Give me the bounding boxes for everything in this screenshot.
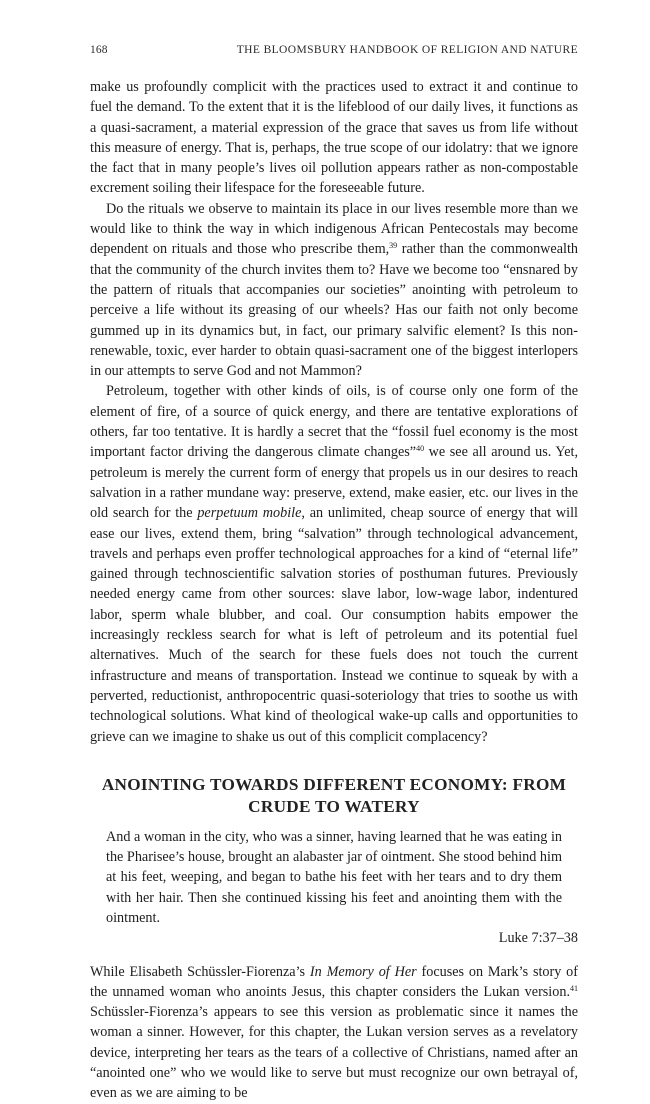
p4-italic-title: In Memory of Her [309,963,417,980]
book-page [90,44,578,1104]
p4-text-c: Schüssler-Fiorenza’s appears to see this version as problematic since it names the woman a sinner. However, for this chapter, the Lukan version serves as a revelatory device, interpreting her tears as the tears of a collective of Christians, named after an “anointed one” who we would like to serve but must recognize our own betrayal of, even as we are aiming to be [90,1004,578,1102]
epigraph-quote: And a woman in the city, who was a sinner, having learned that he was eating in the Pharisee’s house, brought an alabaster jar of ointment. She stood behind him at his feet, weeping, and began to bathe his feet with her tears and to dry them with her hair. Then she continued kissing his feet and anointing them with the ointment. [106,828,562,926]
footnote-ref-41: 41 [570,983,578,993]
p3-text-b: we see all around us. Yet, petroleum is merely the current form of energy that propels us in our desires to reach salvation in a rather mundane way: preserve, extend, make easier, etc. our lives in the old search for the [90,444,578,522]
body-paragraph-2 [90,199,578,382]
p3-italic-term: perpetuum mobile [197,505,302,522]
p2-text-a: Do the rituals we observe to maintain its place in our lives resemble more than we would like to think the way in which indigenous African Pentecostals may become dependent on rituals and those who prescribe them, [90,200,578,258]
body-paragraph-1: make us profoundly complicit with the practices used to extract it and continue to fuel the demand. To the extent that it is the lifeblood of our daily lives, it functions as a quasi-sacrament, a material expression of the grace that saves us from life without this measure of energy. That is, perhaps, the true scope of our idolatry: that we ignore the fact that in many people’s lives oil pollution appears rather as non-compostable excrement soiling their lifespace for the foreseeable future. [90,79,578,197]
p3-text-c: , an unlimited, cheap source of energy that will ease our lives, extend them, bring “salvation” through technological advancement, travels and perhaps even proffer technological approaches for a kind of “eternal life” gained through technoscientific salvation stories of posthuman futures. Previously needed energy came from other sources: slave labor, low-wage labor, indentured labor, sperm whale blubber, and coal. Our consumption habits empower the increasingly reckless search for what is left of petroleum and its potential fuel alternatives. Much of the search for these fuels does not touch the current infrastructure and means of transportation. Instead we continue to squeak by with a perverted, reductionist, anthropocentric quasi-soteriology that tries to soothe us with technological solutions. What kind of theological wake-up calls and opportunities to grieve can we imagine to shake us out of this complicit complacency? [90,505,578,745]
epigraph-source: Luke 7:37–38 [498,930,578,947]
p3-text-a: Petroleum, together with other kinds of oils, is of course only one form of the element of fire, of a source of quick energy, and there are tentative explorations of others, far too tentative. It is hardly a secret that the “fossil fuel economy is the most important factor driving the dangerous climate changes” [90,383,578,461]
running-header [90,44,578,56]
page-number: 168 [90,44,108,56]
footnote-ref-39: 39 [389,241,398,251]
section-heading-line-1: ANOINTING TOWARDS DIFFERENT ECONOMY: FROM [101,774,567,794]
body-paragraph-4 [90,962,578,1104]
p4-text-b: focuses on Mark’s story of the unnamed woman who anoints Jesus, this chapter considers the Lukan version. [90,963,578,1000]
section-heading [90,774,578,818]
footnote-ref-40: 40 [416,444,425,454]
p2-text-b: rather than the commonwealth that the community of the church invites them to? Have we become too “ensnared by the pattern of rituals that accompanies our societies” anointing with petroleum to perceive a life without its greasing of our wheels? Has our faith not only become gummed up in its dynamics but, in fact, our primary salvific element? Is this non-renewable, toxic, ever harder to obtain quasi-sacrament one of the biggest interlopers in our attempts to serve God and not Mammon? [90,241,578,380]
body-paragraph-3 [90,381,578,746]
running-title: THE BLOOMSBURY HANDBOOK OF RELIGION AND NATURE [236,44,578,56]
p4-text-a: While Elisabeth Schüssler-Fiorenza’s [90,963,310,980]
section-heading-line-2: CRUDE TO WATERY [248,796,420,816]
